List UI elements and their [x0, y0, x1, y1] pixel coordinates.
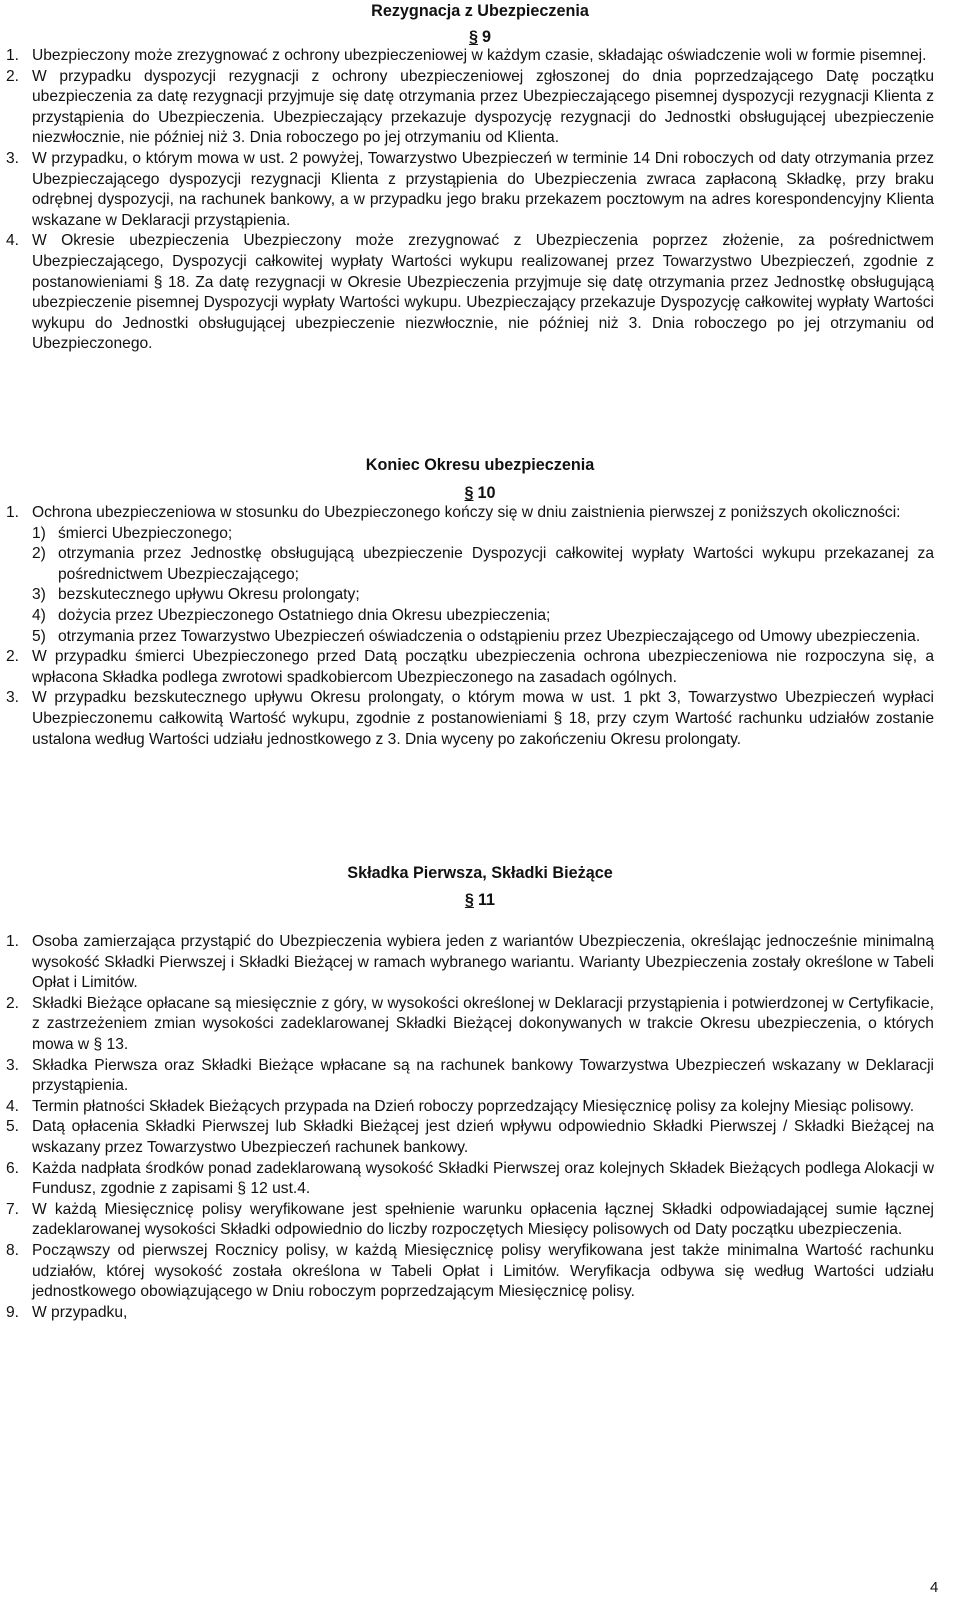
- list-item: [6, 1097, 934, 1118]
- item-number: 3.: [6, 1056, 20, 1074]
- section-list: [6, 46, 934, 355]
- item-number: 1.: [6, 933, 20, 950]
- item-text: W przypadku dyspozycji rezygnacji z ochrony ubezpieczeniowej zgłoszonej do dnia poprzedzającego Datę początku ubezpieczenia za datę rezygnacji przyjmuje się datę otrzymania przez Ubezpieczającego pisemnej dyspozycji rezygnacji Klienta z przystąpienia do Ubezpieczenia. Ubezpieczający przekazuje dyspozycję rezygnacji do Jednostki obsługującej ubezpieczenie niezwłocznie, nie później niż 3. Dnia roboczego po jej otrzymaniu od Klienta.: [32, 67, 934, 147]
- item-number: 3.: [6, 149, 20, 167]
- paragraph-number: [0, 483, 960, 503]
- list-item: [6, 46, 934, 67]
- item-text: bezskutecznego upływu Okresu prolongaty;: [58, 586, 360, 604]
- list-item: [6, 1241, 934, 1303]
- item-number: 7.: [6, 1200, 20, 1218]
- item-text: otrzymania przez Towarzystwo Ubezpieczeń oświadczenia o odstąpieniu przez Ubezpieczającego od Umowy ubezpieczenia.: [58, 627, 921, 645]
- paragraph-number: [0, 27, 960, 47]
- list-item: [6, 585, 934, 606]
- item-number: 4.: [6, 232, 20, 250]
- list-item: [6, 627, 934, 648]
- item-number: 1.: [6, 47, 20, 64]
- item-text: Osoba zamierzająca przystąpić do Ubezpieczenia wybiera jeden z wariantów Ubezpieczenia, określając jednocześnie minimalną wysokość Składki Pierwszej i Składki Bieżącej w ramach wybranego wariantu. Warianty Ubezpieczenia zostały określone w Tabeli Opłat i Limitów.: [32, 933, 934, 992]
- item-text: W każdą Miesięcznicę polisy weryfikowane jest spełnienie warunku opłacenia łącznej Składki odpowiadającej sumie łącznej zadeklarowanej wysokości Składki odpowiednio do liczby rozpoczętych Miesięcy polisowych od Daty początku ubezpieczenia.: [32, 1200, 934, 1239]
- section-symbol: §: [464, 484, 474, 502]
- item-text: Składka Pierwsza oraz Składki Bieżące wpłacane są na rachunek bankowy Towarzystwa Ubezpieczeń wskazany w Deklaracji przystąpienia.: [32, 1056, 934, 1095]
- item-text: otrzymania przez Jednostkę obsługującą ubezpieczenie Dyspozycji całkowitej wypłaty Wartości wykupu przekazanej za pośrednictwem Ubezpieczającego;: [58, 545, 934, 583]
- item-text: Począwszy od pierwszej Rocznicy polisy, w każdą Miesięcznicę polisy weryfikowana jest także minimalna Wartość rachunku udziałów, której wysokość została określona w Tabeli Opłat i Limitów. Weryfikacja odbywa się według Wartości udziału jednostkowego obowiązującego w Dniu roboczym poprzedzającym Miesięcznicę polisy.: [32, 1241, 934, 1301]
- item-text: W przypadku bezskutecznego upływu Okresu prolongaty, o którym mowa w ust. 1 pkt 3, Towarzystwo Ubezpieczeń wypłaci Ubezpieczonemu całkowitą Wartość wykupu, zgodnie z postanowieniami § 18, przy czym Wartość rachunku udziałów zostanie ustalona według Wartości udziału jednostkowego z 3. Dnia wyceny po zakończeniu Okresu prolongaty.: [32, 689, 934, 748]
- list-item: [6, 544, 934, 585]
- item-number: 1.: [6, 504, 20, 521]
- item-text: Datą opłacenia Składki Pierwszej lub Składki Bieżącej jest dzień wpływu odpowiednio Składki Pierwszej / Składki Bieżącej na wskazany przez Towarzystwo Ubezpieczeń rachunek bankowy.: [32, 1118, 934, 1156]
- list-item: [6, 606, 934, 627]
- item-text: Każda nadpłata środków ponad zadeklarowaną wysokość Składki Pierwszej oraz kolejnych Składek Bieżących podlega Alokacji w Fundusz, zgodnie z zapisami § 12 ust.4.: [32, 1159, 934, 1198]
- list-item: [6, 231, 934, 355]
- item-number: 3.: [6, 689, 20, 707]
- section-symbol: §: [464, 891, 474, 909]
- item-number: 2.: [6, 994, 20, 1012]
- item-text: Ochrona ubezpieczeniowa w stosunku do Ubezpieczonego kończy się w dniu zaistnienia pierwszej z poniższych okoliczności:: [32, 504, 901, 521]
- paragraph-number: [0, 890, 960, 910]
- list-item: [6, 688, 934, 750]
- item-number: 3): [32, 586, 46, 604]
- list-item: [6, 503, 934, 524]
- item-text: W przypadku, o którym mowa w ust. 2 powyżej, Towarzystwo Ubezpieczeń w terminie 14 Dni roboczych od daty otrzymania przez Ubezpieczającego dyspozycji rezygnacji Klienta z przystąpienia do Ubezpieczenia zwraca zapłaconą Składkę, przy braku odrębnej dyspozycji, na rachunek bankowy, a w przypadku jego braku przekazem pocztowym na adres korespondencyjny Klienta wskazane w Deklaracji przystąpienia.: [32, 149, 934, 229]
- section-title: Składka Pierwsza, Składki Bieżące: [347, 864, 613, 882]
- list-item: [6, 67, 934, 149]
- section-list: [6, 503, 934, 750]
- list-item: [6, 1200, 934, 1241]
- paragraph-number-value: 11: [477, 891, 496, 909]
- item-text: W Okresie ubezpieczenia Ubezpieczony może zrezygnować z Ubezpieczenia poprzez złożenie, za pośrednictwem Ubezpieczającego, Dyspozycji całkowitej wypłaty Wartości wykupu realizowanej przez Towarzystwo Ubezpieczeń, zgodnie z postanowieniami § 18. Za datę rezygnacji w Okresie Ubezpieczenia przyjmuje się datę otrzymania przez Jednostkę obsługującą ubezpieczenie pisemnej Dyspozycji wypłaty Wartości wykupu. Ubezpieczający przekazuje Dyspozycję całkowitej wypłaty Wartości wykupu do Jednostki obsługującej ubezpieczenie niezwłocznie, nie później niż 3. Dnia roboczego po jej otrzymaniu od Ubezpieczonego.: [32, 232, 934, 353]
- item-number: 5): [32, 627, 46, 645]
- paragraph-number-value: 9: [482, 28, 492, 46]
- item-number: 4): [32, 606, 46, 624]
- section-title: Rezygnacja z Ubezpieczenia: [371, 2, 589, 20]
- item-text: Ubezpieczony może zrezygnować z ochrony ubezpieczeniowej w każdym czasie, składając oświadczenie woli w formie pisemnej.: [32, 47, 927, 64]
- paragraph-number-value: 10: [477, 484, 496, 502]
- section-symbol: §: [468, 28, 478, 46]
- list-item: [6, 1117, 934, 1158]
- list-item: [6, 524, 934, 545]
- item-text: śmierci Ubezpieczonego;: [58, 524, 233, 542]
- list-item: [6, 994, 934, 1056]
- item-number: 4.: [6, 1097, 20, 1115]
- item-number: 6.: [6, 1159, 20, 1177]
- section-list: [6, 932, 934, 1323]
- list-item: [6, 1056, 934, 1097]
- item-text: dożycia przez Ubezpieczonego Ostatniego dnia Okresu ubezpieczenia;: [58, 606, 551, 624]
- item-text: Składki Bieżące opłacane są miesięcznie z góry, w wysokości określonej w Deklaracji przystąpienia i potwierdzonej w Certyfikacie, z zastrzeżeniem zmian wysokości zadeklarowanej Składki Bieżącej dokonywanych w trakcie Okresu ubezpieczenia, o których mowa w § 13.: [32, 994, 934, 1053]
- item-number: 2.: [6, 67, 20, 85]
- item-number: 2.: [6, 648, 20, 666]
- list-item: [6, 149, 934, 231]
- item-text: Termin płatności Składek Bieżących przypada na Dzień roboczy poprzedzający Miesięcznicę polisy za kolejny Miesiąc polisowy.: [32, 1097, 915, 1115]
- list-item: [6, 1303, 934, 1324]
- item-number: 2): [32, 545, 46, 563]
- item-text: W przypadku śmierci Ubezpieczonego przed Datą początku ubezpieczenia ochrona ubezpieczeniowa nie rozpoczyna się, a wpłacona Składka podlega zwrotowi spadkobiercom Ubezpieczonego na zasadach ogólnych.: [32, 648, 934, 686]
- section-title: Koniec Okresu ubezpieczenia: [365, 456, 595, 474]
- item-number: 5.: [6, 1118, 20, 1136]
- item-number: 1): [32, 524, 46, 542]
- list-item: [6, 932, 934, 994]
- list-item: [6, 1159, 934, 1200]
- item-number: 8.: [6, 1241, 20, 1259]
- list-item: [6, 647, 934, 688]
- item-text: W przypadku,: [32, 1303, 128, 1321]
- page-number: 4: [930, 1579, 939, 1596]
- item-number: 9.: [6, 1303, 20, 1321]
